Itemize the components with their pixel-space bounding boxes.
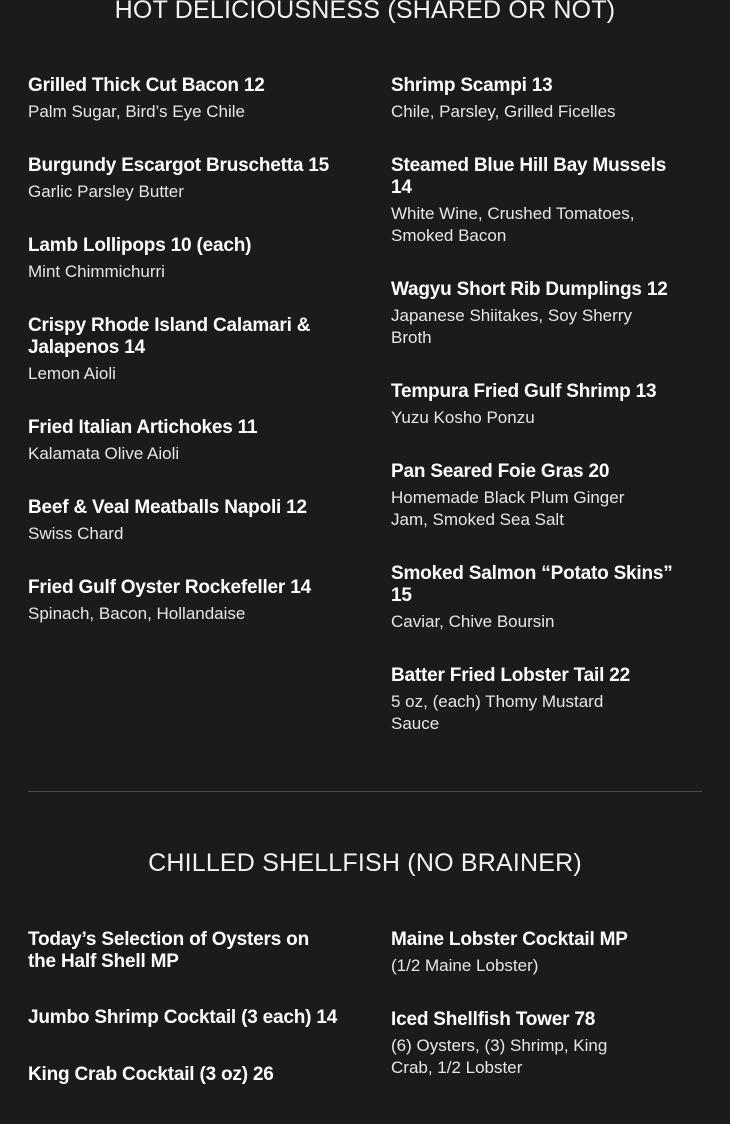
menu-item-name: Steamed Blue Hill Bay Mussels 14	[391, 155, 667, 198]
menu-item-name: Burgundy Escargot Bruschetta 15	[28, 155, 330, 176]
menu-item	[28, 315, 348, 385]
menu-item	[28, 1007, 348, 1029]
menu-item-description: Swiss Chard	[28, 524, 124, 543]
menu-item	[28, 155, 348, 203]
menu-item	[28, 235, 348, 283]
menu-item-name: Tempura Fried Gulf Shrimp 13	[391, 381, 657, 402]
menu-item-description: Kalamata Olive Aioli	[28, 444, 180, 463]
menu-item-name: Iced Shellfish Tower 78	[391, 1009, 596, 1030]
section-title-chilled: CHILLED SHELLFISH (NO BRAINER)	[148, 849, 582, 877]
menu-item	[391, 75, 691, 123]
menu-item	[28, 417, 348, 465]
menu-item-name: Shrimp Scampi 13	[391, 75, 553, 96]
menu-item-name: Lamb Lollipops 10 (each)	[28, 235, 252, 256]
menu-item-description: Homemade Black Plum Ginger Jam, Smoked Sea Salt	[391, 488, 625, 529]
menu-item-description: Spinach, Bacon, Hollandaise	[28, 604, 246, 623]
menu-item-description: 5 oz, (each) Thomy Mustard Sauce	[391, 692, 604, 733]
menu-item-description: White Wine, Crushed Tomatoes, Smoked Bacon	[391, 204, 635, 245]
menu-item-description: Yuzu Kosho Ponzu	[391, 408, 535, 427]
menu-item	[391, 381, 691, 429]
menu-item-name: Crispy Rhode Island Calamari & Jalapenos 14	[28, 315, 311, 358]
menu-item	[391, 279, 691, 349]
menu-item-description: (6) Oysters, (3) Shrimp, King Crab, 1/2 Lobster	[391, 1036, 608, 1077]
chilled-menu-left-column	[28, 929, 348, 1118]
menu-item-description: Caviar, Chive Boursin	[391, 612, 555, 631]
menu-item-description: Mint Chimmichurri	[28, 262, 165, 281]
menu-item-name: Fried Gulf Oyster Rockefeller 14	[28, 577, 311, 598]
menu-item	[391, 1009, 691, 1079]
menu-item-name: Wagyu Short Rib Dumplings 12	[391, 279, 668, 300]
menu-item	[28, 75, 348, 123]
section-divider	[28, 791, 702, 792]
menu-item-name: Fried Italian Artichokes 11	[28, 417, 258, 438]
chilled-menu-right-column	[391, 929, 691, 1111]
menu-item-description: Garlic Parsley Butter	[28, 182, 184, 201]
menu-item	[391, 929, 691, 977]
menu-item	[28, 577, 348, 625]
menu-item-description: Palm Sugar, Bird’s Eye Chile	[28, 102, 246, 121]
menu-item	[391, 563, 691, 633]
menu-item-description: (1/2 Maine Lobster)	[391, 956, 539, 975]
menu-item	[28, 929, 348, 973]
menu-item-name: Today’s Selection of Oysters on the Half Shell MP	[28, 929, 309, 972]
hot-menu-left-column	[28, 75, 348, 657]
menu-item-name: Batter Fried Lobster Tail 22	[391, 665, 630, 686]
menu-item-description: Japanese Shiitakes, Soy Sherry Broth	[391, 306, 632, 347]
hot-menu-right-column	[391, 75, 691, 767]
menu-item	[28, 497, 348, 545]
menu-item-description: Chile, Parsley, Grilled Ficelles	[391, 102, 616, 121]
menu-item-name: Smoked Salmon “Potato Skins” 15	[391, 563, 673, 606]
section-title-hot: HOT DELICIOUSNESS (SHARED OR NOT)	[114, 0, 616, 24]
menu-item-name: Maine Lobster Cocktail MP	[391, 929, 628, 950]
menu-item-name: Grilled Thick Cut Bacon 12	[28, 75, 265, 96]
menu-item	[391, 461, 691, 531]
menu-item	[391, 665, 691, 735]
menu-item	[28, 1064, 348, 1086]
menu-item-description: Lemon Aioli	[28, 364, 116, 383]
menu-item-name: Jumbo Shrimp Cocktail (3 each) 14	[28, 1007, 338, 1028]
menu-item	[391, 155, 691, 247]
menu-item-name: King Crab Cocktail (3 oz) 26	[28, 1064, 274, 1085]
menu-item-name: Pan Seared Foie Gras 20	[391, 461, 610, 482]
menu-item-name: Beef & Veal Meatballs Napoli 12	[28, 497, 307, 518]
